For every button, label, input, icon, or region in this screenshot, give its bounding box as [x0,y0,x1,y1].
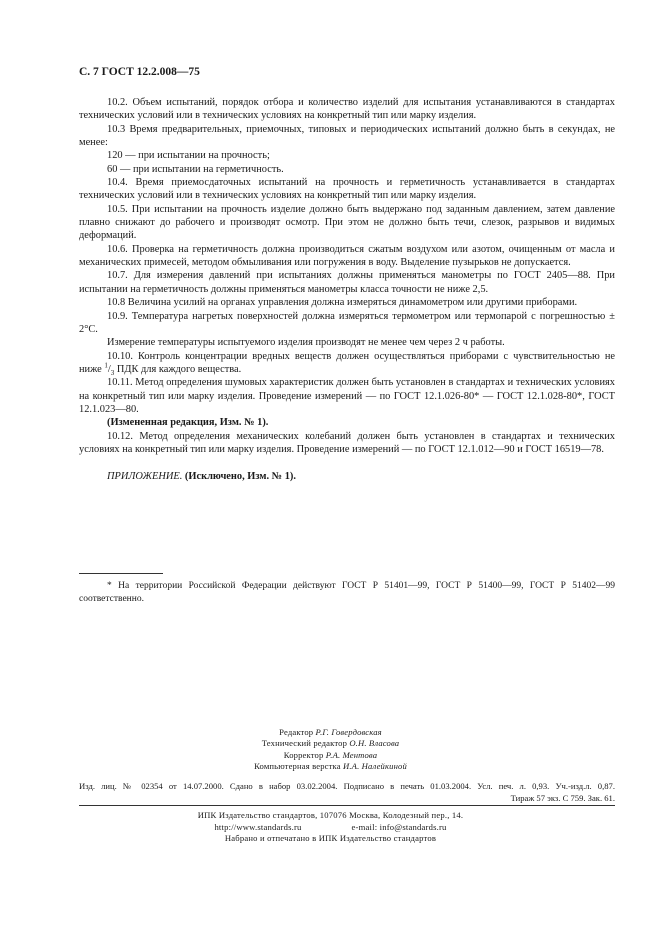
credit-role: Технический редактор [261,738,350,749]
footnote-text: * На территории Российской Федерации действуют ГОСТ Р 51401—99, ГОСТ Р 51400—99, ГОСТ Р 51402—99 соответственно. [79,581,615,604]
appendix-line [79,470,615,483]
credit-name: Р.Г. Говердовская [315,727,382,737]
fraction-numerator: 1 [104,361,108,370]
credit-tech-editor [0,738,661,749]
imprint-rule [79,805,615,806]
imprint [79,781,615,804]
publisher-info [0,810,661,845]
publisher-address: ИПК Издательство стандартов, 107076 Москва, Колодезный пер., 14. [197,810,464,820]
editorial-credits [0,727,661,773]
appendix-note: (Исключено, Изм. № 1). [182,471,296,483]
credit-name: Р.А. Ментова [325,749,378,760]
credit-name: И.А. Налейкиной [343,761,407,772]
paragraph-10-2: 10.2. Объем испытаний, порядок отбора и количество изделий для испытания устанавливаются в стандартах технических условий или в технических условиях на конкретный тип или марку изделия. [79,97,615,122]
footnote [79,580,615,606]
paragraph-10-7: 10.7. Для измерения давлений при испытаниях должны применяться манометры по ГОСТ 2405—88. При испытании на герметичность должны применяться манометры класса точности не ниже 2,5. [79,270,615,295]
running-head: С. 7 ГОСТ 12.2.008—75 [79,66,200,78]
paragraph-10-5: 10.5. При испытании на прочность изделие должно быть выдержано под заданным давлением, затем давление плавно снижают до рабочего и производят осмотр. При этом не должно быть течи, слезок, разрывов и видимых деформаций. [79,203,615,242]
credit-role: Компьютерная верстка [254,761,344,772]
paragraph-10-10-text-a: 10.10. Контроль концентрации вредных веществ должен осуществляться приборами с чувствительностью не ниже [79,350,615,375]
paragraph-10-8: 10.8 Величина усилий на органах управления должна измеряться динамометром или другими приборами. [107,297,578,309]
paragraph-10-10-text-b: ПДК для каждого вещества. [114,363,242,375]
publisher-contacts [0,822,661,834]
imprint-line-1: Изд. лиц. № 02354 от 14.07.2000. Сдано в набор 03.02.2004. Подписано в печать 01.03.2004. Усл. печ. л. 0,93. Уч.-изд.л. 0,87. [79,781,615,791]
credit-proofreader [0,750,661,761]
paragraph-10-4: 10.4. Время приемосдаточных испытаний на прочность и герметичность устанавливается в стандартах технических условий или в технических условиях на конкретный тип или марку изделия. [79,177,615,202]
list-item-strength: 120 — при испытании на прочность; [107,150,270,162]
body-text [79,96,615,484]
credit-role: Редактор [279,727,316,737]
credit-role: Корректор [283,749,326,760]
publisher-website: http://www.standards.ru [214,821,302,832]
publisher-printed-by: Набрано и отпечатано в ИПК Издательство стандартов [224,833,437,843]
credit-layout [0,761,661,772]
paragraph-10-9: 10.9. Температура нагретых поверхностей должна измеряться термометром или термопарой с погрешностью ± 2°С. [79,310,615,335]
paragraph-10-11: 10.11. Метод определения шумовых характеристик должен быть установлен в стандартах и технических условиях на конкретный тип или марку изделия. Проведение измерений — по ГОСТ 12.1.026-80* — ГОСТ 12.1.028-80*, ГОСТ 12.1.023—80. [79,377,615,415]
paragraph-10-12: 10.12. Метод определения механических колебаний должен быть установлен в стандартах и технических условиях на конкретный тип или марку изделия. Проведение измерений — по ГОСТ 12.1.012—90 и ГОСТ 16519—78. [79,430,615,455]
paragraph-10-6: 10.6. Проверка на герметичность должна производиться сжатым воздухом или азотом, очищенным от масла и механических примесей, методом обмыливания или погружения в воду. Выделение пузырьков не допускается. [79,243,615,269]
amendment-note: (Измененная редакция, Изм. № 1). [107,417,269,429]
fraction-denominator: 3 [110,368,115,377]
footnote-rule [79,573,163,574]
paragraph-10-10: 10.10. Контроль концентрации вредных веществ должен осуществляться приборами с чувствительностью не ниже $^1/_3$ ПДК для каждого вещества. [79,350,615,377]
list-item-tightness: 60 — при испытании на герметичность. [107,163,284,175]
credit-name: О.Н. Власова [349,738,400,749]
imprint-line-2: Тираж 57 экз. С 759. Зак. 61. [510,792,615,803]
appendix-label: ПРИЛОЖЕНИЕ. [107,471,183,483]
publisher-email: e-mail: info@standards.ru [351,821,447,832]
credit-editor [0,727,661,738]
paragraph-10-3: 10.3 Время предварительных, приемочных, типовых и периодических испытаний должно быть в секундах, не менее: [79,123,615,149]
paragraph-10-9-note: Измерение температуры испытуемого изделия производят не менее чем через 2 ч работы. [107,337,505,349]
